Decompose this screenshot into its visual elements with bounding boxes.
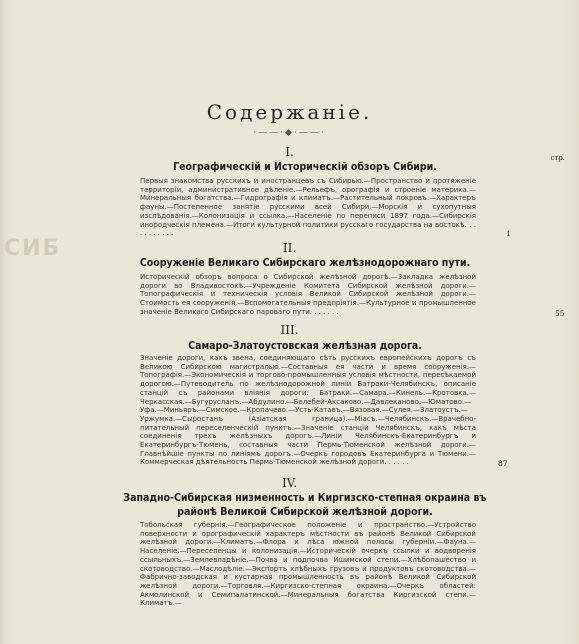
section-1-heading: Географическій и Историческій обзоръ Сибири. <box>173 161 437 173</box>
section-1-number: I. <box>285 145 294 159</box>
section-3-heading: Самаро-Златоустовская желѣзная дорога. <box>188 340 422 352</box>
bleed-through-text: СИБ <box>4 236 62 261</box>
section-4-number: IV. <box>281 476 298 490</box>
page-title: Содержаніе. <box>206 100 373 124</box>
page-column-label: стр. <box>550 154 565 162</box>
section-2-page: 55 <box>555 309 565 318</box>
section-4-heading: Западно-Сибирская низменность и Киргизско-степная окраина въ районѣ Великой Сибирской желѣзной дороги. <box>123 492 487 518</box>
section-2-number: II. <box>282 241 297 255</box>
section-2-text: Историческій обзоръ вопроса о Сибирской желѣзной дорогѣ.—Закладка желѣзной дороги во Владивостокѣ.—Учрежденіе Комитета Сибирской желѣзной дороги.—Топографическія и техническія условія Великой Сибирской желѣзной дороги.—Стоимость ея сооруженія.—Вспомогательныя предпріятія.—Культурное и промышленное значеніе Великаго Сибирскаго пароваго пути. . . . . . . <box>140 273 476 316</box>
section-3-page: 87 <box>498 459 508 468</box>
section-1-page: 1 <box>506 229 511 238</box>
section-2-heading: Сооруженіе Великаго Сибирскаго желѣзнодорожнаго пути. <box>139 257 471 269</box>
section-3-number: III. <box>280 323 299 337</box>
section-3-text: Значеніе дороги, какъ звена, соединяющаго сѣть русскихъ европейскихъ дорогъ съ Великою Сибирскою магистралью.—Составныя ея части и время сооруженія.—Топографія.—Экономическія и торгово-промышленныя условія мѣстности, пересѣкаемой дорогою.—Путеводитель по желѣзнодорожной линіи Батраки-Челябинскъ, описаніе станцій съ районами вліянія дороги: Батраки.—Самара.—Кинель.—Кротовка.—Черкасская.—Бугурусланъ.—Абдулино.—Белебей-Аксаково.—Давлеканово.—Юматово.—Уфа.—Миньяръ.—Симское.—Кропачево.—Усть-Катавъ.—Вязовая.—Сулея.—Златоустъ.—Уржумка.—Сыростанъ (Азіатская граница).—Міасъ.—Челябинскъ.—Врачебно-питательный переселенческій пунктъ.—Значеніе станціи Челябинскъ, какъ мѣста соединенія трехъ желѣзныхъ дорогъ.—Линіи Челябинскъ-Екатеринбургъ и Екатеринбургъ-Тюмень, составныя части Пермь-Тюменской желѣзной дороги.—Главнѣйшіе пункты по линіямъ дорогъ.—Очеркъ городовъ Екатеринбурга и Тюмени.—Коммерческая дѣятельность Пермь-Тюменской желѣзной дороги. . . . . . <box>140 354 476 467</box>
section-1-text: Первыя знакомства русскихъ и иностранцевъ съ Сибирью.—Пространство и протяженіе территоріи, административное дѣленіе.—Рельефъ, орографія и строеніе материка.—Минеральныя богатства.—Гидрографія и климатъ.—Растительный покровъ.—Характеръ фауны.—Постепенное занятіе русскими всей Сибири.—Морскія и сухопутныя изслѣдованія.—Колонизація и ссылка.—Населеніе по переписи 1897 года.—Сибирскія инородческія племена.—Итоги культурной политики русскаго государства на востокѣ. . . . . . . . . . . <box>140 177 476 238</box>
section-4-text: Тобольская губернія.—Географическое положеніе и пространство.—Устройство поверхности и орографическій характеръ мѣстности въ районѣ Великой Сибирской желѣзной дороги.—Климатъ.—Флора и лѣса южной полосы губерніи.—Фауна.—Населеніе.—Переселенцы и колонизація.—Историческій очеркъ ссылки и водворенія ссыльныхъ.—Землевладѣніе.—Почва и подпочва Ишимской степи.—Хлѣбопашество и скотоводство.—Маслодѣліе.—Экспортъ хлѣбныхъ грузовъ и продуктовъ скотоводства.—Фабрично-заводская и кустарная промышленность въ районѣ Великой Сибирской желѣзной дороги.—Торговля.—Киргизско-степная окраина.—Очеркъ областей: Акмолинской и Семипалатинской.—Минеральныя богатства Киргизской степи.—Климатъ.— <box>140 521 476 608</box>
ornament-divider: ·——·◆·——· <box>253 128 326 138</box>
